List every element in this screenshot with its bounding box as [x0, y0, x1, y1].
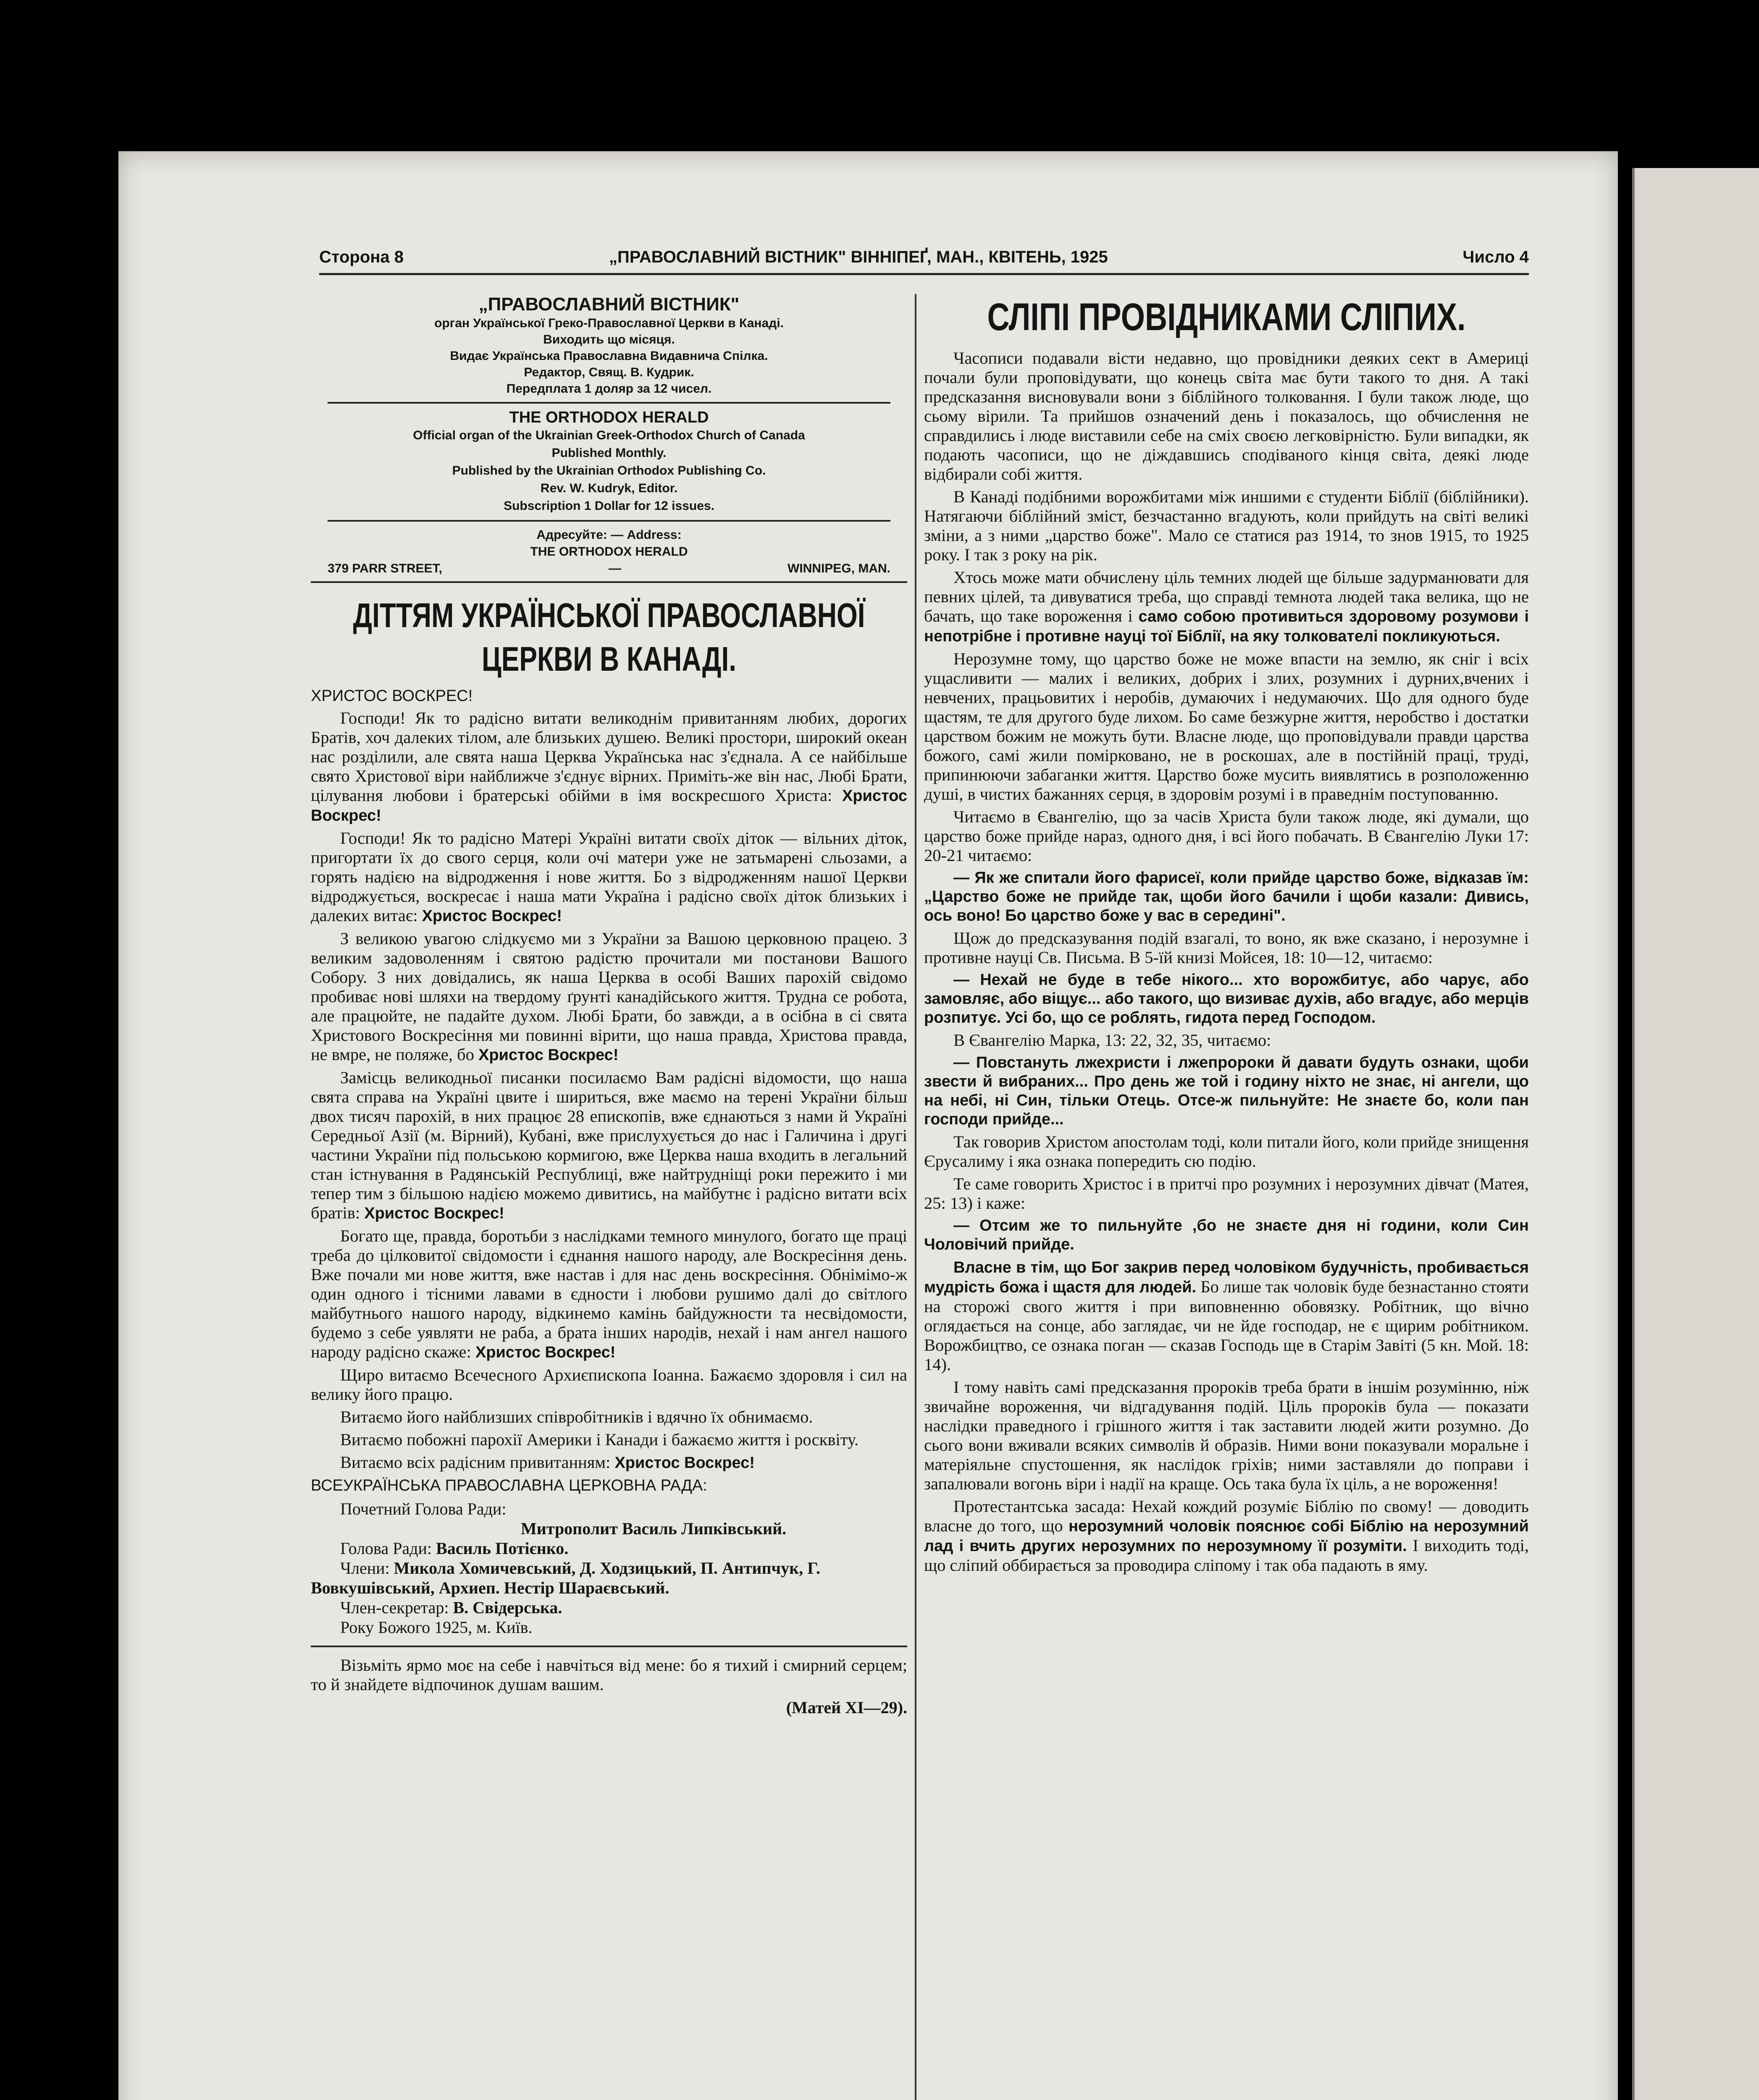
rule [311, 581, 907, 583]
scripture-quote: Візьміть ярмо моє на себе і навчіться від мене: бо я тихий і смирний серцем; то й знайдете відпочинок душам вашим. [311, 1656, 907, 1694]
paragraph: Богато ще, правда, боротьби з наслідками темного минулого, богато ще праці треба до цілковитої свідомости і єднання нашого народу, але Воскресіння день. Вже почали ми нове життя, вже настав і для нас день воскресіння. Обнімімо-ж один одного і тісними лавами в єдности і любови рушимо далі до світлого майбутнього нашого народу, відкинемо камінь байдужности та несвідомости, будемо з себе уявляти не раба, а брата інших народів, нехай і нам ангел нашого народу радісно скаже: Христос Воскрес! [311, 1226, 907, 1361]
paragraph: І тому навіть самі предсказання пророків треба брати в іншім розумінню, ніж звичайне вороження, чи відгадування подій. Ціль пророків була — показати наслідки праведного і грішного життя і так заставити людей жити розумно. До сього вони вживали всяких символів й образів. Ними вони показували моральне і матеріяльне спустошення, як наслідок гріхів; ними заставляли до поправи і запалювали вогонь віри і надії на краще. Ось така була їх ціль, а не вороження! [924, 1378, 1529, 1493]
left-article-title [337, 594, 881, 681]
masthead-line: Виходить що місяця. [543, 333, 675, 346]
paragraph: З великою увагою слідкуємо ми з України за Вашою церковною працею. З великим задоволенням і святою радістю прочитали ми постанови Вашого Собору. З них довідались, як наша Церква в особі Ваших парохій свідомо пробиває нові шляхи на твердому ґрунті канадійського життя. Трудна се робота, але працюйте, не падайте духом. Любі Брати, бо завжди, а в осібна в сі свята Христового Воскресіння ми повинні вірити, що наша правда, Христова правда, не вмре, не поляже, бо Христос Воскрес! [311, 929, 907, 1064]
paragraph: Щож до предсказування подій взагалі, то воно, як вже сказано, і нерозумне і противне науці Св. Письма. В 5-їй книзі Мойсея, 18: 10—12, читаємо: [924, 929, 1529, 967]
masthead-line-en: Rev. W. Kudryk, Editor. [540, 481, 678, 495]
masthead-title-en: THE ORTHODOX HERALD [509, 409, 709, 426]
rule [328, 402, 890, 404]
greeting: ХРИСТОС ВОСКРЕС! [311, 687, 473, 705]
scripture-reference: (Матей XI—29). [786, 1698, 907, 1717]
council-head: Голова Ради: Василь Потієнко. [340, 1539, 569, 1558]
honorary-name: Митрополит Василь Липківський. [521, 1519, 787, 1538]
masthead-line: Передплата 1 доляр за 12 чисел. [506, 382, 712, 396]
paragraph: Витаємо побожні парохії Америки і Канади і бажаємо життя і росквіту. [340, 1430, 859, 1449]
masthead-line-en: Published Monthly. [551, 446, 667, 460]
honorary-label: Почетний Голова Ради: [340, 1499, 507, 1518]
right-article-title: СЛІПІ ПРОВІДНИКАМИ СЛІПИХ. [987, 296, 1466, 339]
masthead-line-en: Subscription 1 Dollar for 12 issues. [504, 499, 714, 513]
issue-number: Число 4 [1462, 248, 1529, 266]
address-dash: — [608, 562, 621, 575]
paragraph: Замісць великодньої писанки посилаємо Вам радісні відомости, що наша свята справа на Україні цвите і шириться, вже маємо на терені України більш двох тисяч парохій, в них працює 28 епископів, вже єднаються з нами й Україні Середньої Азії (м. Вірний), Кубані, вже прислухується до нас і Галичина і другі частини України під польською кормигою, вже Церква наша входить в легальний стан істнування в Радянській Республиці, вже найтрудніщі роки пережито і ми тепер тим з більшою надією можемо дивитись, на майбутнє і радісно витати всіх братів: Христос Воскрес! [311, 1068, 907, 1222]
address-label: Адресуйте: — Address: [536, 528, 682, 542]
paragraph: Витаємо всіх радісним привитанням: Христос Воскрес! [340, 1453, 755, 1472]
paragraph: Те саме говорить Христос і в притчі про розумних і нерозумних дівчат (Матея, 25: 13) і каже: [924, 1174, 1529, 1213]
masthead [311, 294, 907, 522]
paragraph: Протестантська засада: Нехай кождий розуміє Біблію по свому! — доводить власне до того, що нерозумний чоловік пояснює собі Біблію на нерозумний лад і вчить других нерозумних по нерозумному її розуміти. І виходить тоді, що сліпий оббирається за проводира сліпому і так оба падають в яму. [924, 1497, 1529, 1575]
address-block [311, 527, 907, 577]
paragraph: Щиро витаємо Всечесного Архиєпископа Іоанна. Бажаємо здоровля і сил на велику його працю. [311, 1365, 907, 1404]
bible-quote: — Нехай не буде в тебе нікого... хто ворожбитує, або чарує, або замовляє, або віщує... або такого, що визиває духів, або вгадує, або мерців розпитує. Усі бо, що се роблять, гидота перед Господом. [924, 971, 1529, 1026]
paragraph: Витаємо його найблизших співробітників і вдячно їх обнимаємо. [340, 1407, 813, 1426]
paragraph: Часописи подавали вісти недавно, що провідники деяких сект в Америці почали були проповідувати, що конець світа має бути такого то дня. А такі предсказання виснoвували вони з біблійного толковання. І були також люде, що сьому вірили. Та прийшов означений день і показалось, що обчислення не справдились і люде виставили себе на сміх своєю легковірністю. Були випадки, як подають часописи, що не діждавшись сподіваного кінця світа, деякі люде відбирали собі життя. [924, 349, 1529, 483]
masthead-line: орган Української Греко-Православної Церкви в Канаді. [434, 316, 784, 330]
masthead-line: Видає Українська Православна Видавнича Спілка. [450, 349, 768, 363]
paragraph: Так говорив Христом апостолам тоді, коли питали його, коли прийде знищення Єрусалиму і яка ознака попередить сю подію. [924, 1132, 1529, 1171]
page-header [319, 248, 1529, 275]
rule [328, 520, 890, 522]
council-name: ВСЕУКРАЇНСЬКА ПРАВОСЛАВНА ЦЕРКОВНА РАДА: [311, 1477, 707, 1494]
next-page-edge [1632, 168, 1759, 2100]
paragraph: В Канаді подібними ворожбитами між иншими є студенти Біблії (біблійники). Натягаючи біблійний зміст, безчастанно вгадують, коли прийдуть на світі великі зміни, а з ними „царство боже". Мало се статися раз 1914, то знов 1915, то 1925 року. І так з року на рік. [924, 487, 1529, 564]
council-secretary: Член-секретар: В. Свідерська. [340, 1598, 562, 1617]
paragraph: Хтось може мати обчислену ціль темних людей ще більше задурманювати для певних цілей, та дивуватися треба, що справді темнота людей така велика, що не бачать, що таке вороження і само собою противиться здоровому розумови і непотрібне і противне науці тої Біблії, на яку толкователі покликуються. [924, 568, 1529, 645]
paragraph: Господи! Як то радісно Матері Україні витати своїх діток — вільних діток, пригортати їх до свого серця, коли очі матери уже не затьмарені сльозами, а горять надією на відродження і нове життя. Бо з відродженням нашої Церкви відроджується, воскресає і наша мати Україна і радісно своїх діток близьких і далеких витає: Христос Воскрес! [311, 829, 907, 925]
masthead-line: Редактор, Свящ. В. Кудрик. [524, 365, 694, 379]
masthead-line-en: Published by the Ukrainian Orthodox Publishing Co. [452, 464, 766, 478]
address-street: 379 PARR STREET, [328, 562, 442, 575]
left-column [311, 294, 907, 1717]
masthead-line-en: Official organ of the Ukrainian Greek-Orthodox Church of Canada [413, 428, 805, 442]
column-divider [915, 294, 916, 2100]
title-line: ДІТТЯМ УКРАЇНСЬКОЇ ПРАВОСЛАВНОЇ [353, 596, 865, 635]
date-place: Року Божого 1925, м. Київ. [340, 1618, 533, 1637]
paragraph: Господи! Як то радісно витати великоднім привитанням любих, дорогих Братів, хоч далеких тілом, але близьких душею. Великі простори, широкий океан нас розділили, але свята наша Церква Українська нас з'єднала. А се найбільше свято Христової віри найближче з'єднує вірних. Приміть-же він нас, Любі Брати, цілування любови і братерські обійми в імя воскресшого Христа: Христос Воскрес! [311, 709, 907, 824]
rule [311, 1646, 907, 1647]
council-members: Члени: Микола Хомичевський, Д. Ходзицький, П. Антипчук, Г. Вовкушівський, Архиеп. Нестір Шараєвський. [311, 1559, 821, 1597]
signatures [311, 1476, 907, 1637]
bible-quote: — Як же спитали його фарисеї, коли прийде царство боже, відказав їм: „Царство боже не прийде так, щоби його бачили і щоби казали: Дивись, ось воно! Бо царство боже у вас в середині". [924, 869, 1529, 924]
bible-quote: — Повстануть лжехристи і лжепророки й давати будуть ознаки, щоби звести й вибраних... Про день же той і годину ніхто не знає, ні ангели, що на небі, ні Син, тільки Отець. Отсе-ж пильнуйте: Не знаєте бо, коли пан господи прийде... [924, 1054, 1529, 1128]
paragraph: Власне в тім, що Бог закрив перед чоловіком будучність, пробивається мудрість божа і щастя для людей. Бо лише так чоловік буде безнастанно стояти на сторожі свого життя і при виповненню обовязку. Робітник, що вічно оглядається на сонце, або заглядає, чи не йде господар, не є щирим робітником. Ворожбицтво, се ознака поган — сказав Господь ще в Старім Завіті (5 кн. Мой. 18: 14). [924, 1259, 1529, 1374]
paragraph: В Євангелію Марка, 13: 22, 32, 35, читаємо: [953, 1031, 1271, 1050]
title-line: ЦЕРКВИ В КАНАДІ. [481, 640, 737, 678]
masthead-title-ua: „ПРАВОСЛАВНИЙ ВІСТНИК" [478, 294, 740, 315]
paragraph: Нерозумне тому, що царство боже не може впасти на землю, як сніг і всіх ущасливити — малих і великих, добрих і злих, розумних і дурних,вчених і невчених, працьовитих і неробів, думаючих і недумаючих. Що для одного буде щастям, те для другого буде лихом. Бо саме безжурне життя, неробство і достатки царством божим не можуть бути. Власне люде, що проповідували правди царства божого, самі жили помірковано, не в роскошах, але в постійній праці, труді, припинюючи забаганки життя. Царство боже мусить виявлятись в розположенню душі, в чистих бажаннях серця, в здоровім розумі і в праведнім поступованню. [924, 649, 1529, 803]
right-column [924, 294, 1529, 1578]
page-number: Сторона 8 [319, 248, 404, 266]
header-title: „ПРАВОСЛАВНИЙ ВІСТНИК" ВІННІПЕҐ, МАН., КВІТЕНЬ, 1925 [609, 248, 1108, 266]
address-name: THE ORTHODOX HERALD [530, 545, 688, 559]
address-city: WINNIPEG, MAN. [787, 562, 890, 575]
bible-quote: — Отсим же то пильнуйте ,бо не знаєте дня ні години, коли Син Чоловічий прийде. [924, 1217, 1529, 1253]
paragraph: Читаємо в Євангелію, що за часів Христа були також люде, які думали, що царство боже прийде нараз, одного дня, і всі його побачать. В Євангелію Луки 17: 20-21 читаємо: [924, 807, 1529, 865]
